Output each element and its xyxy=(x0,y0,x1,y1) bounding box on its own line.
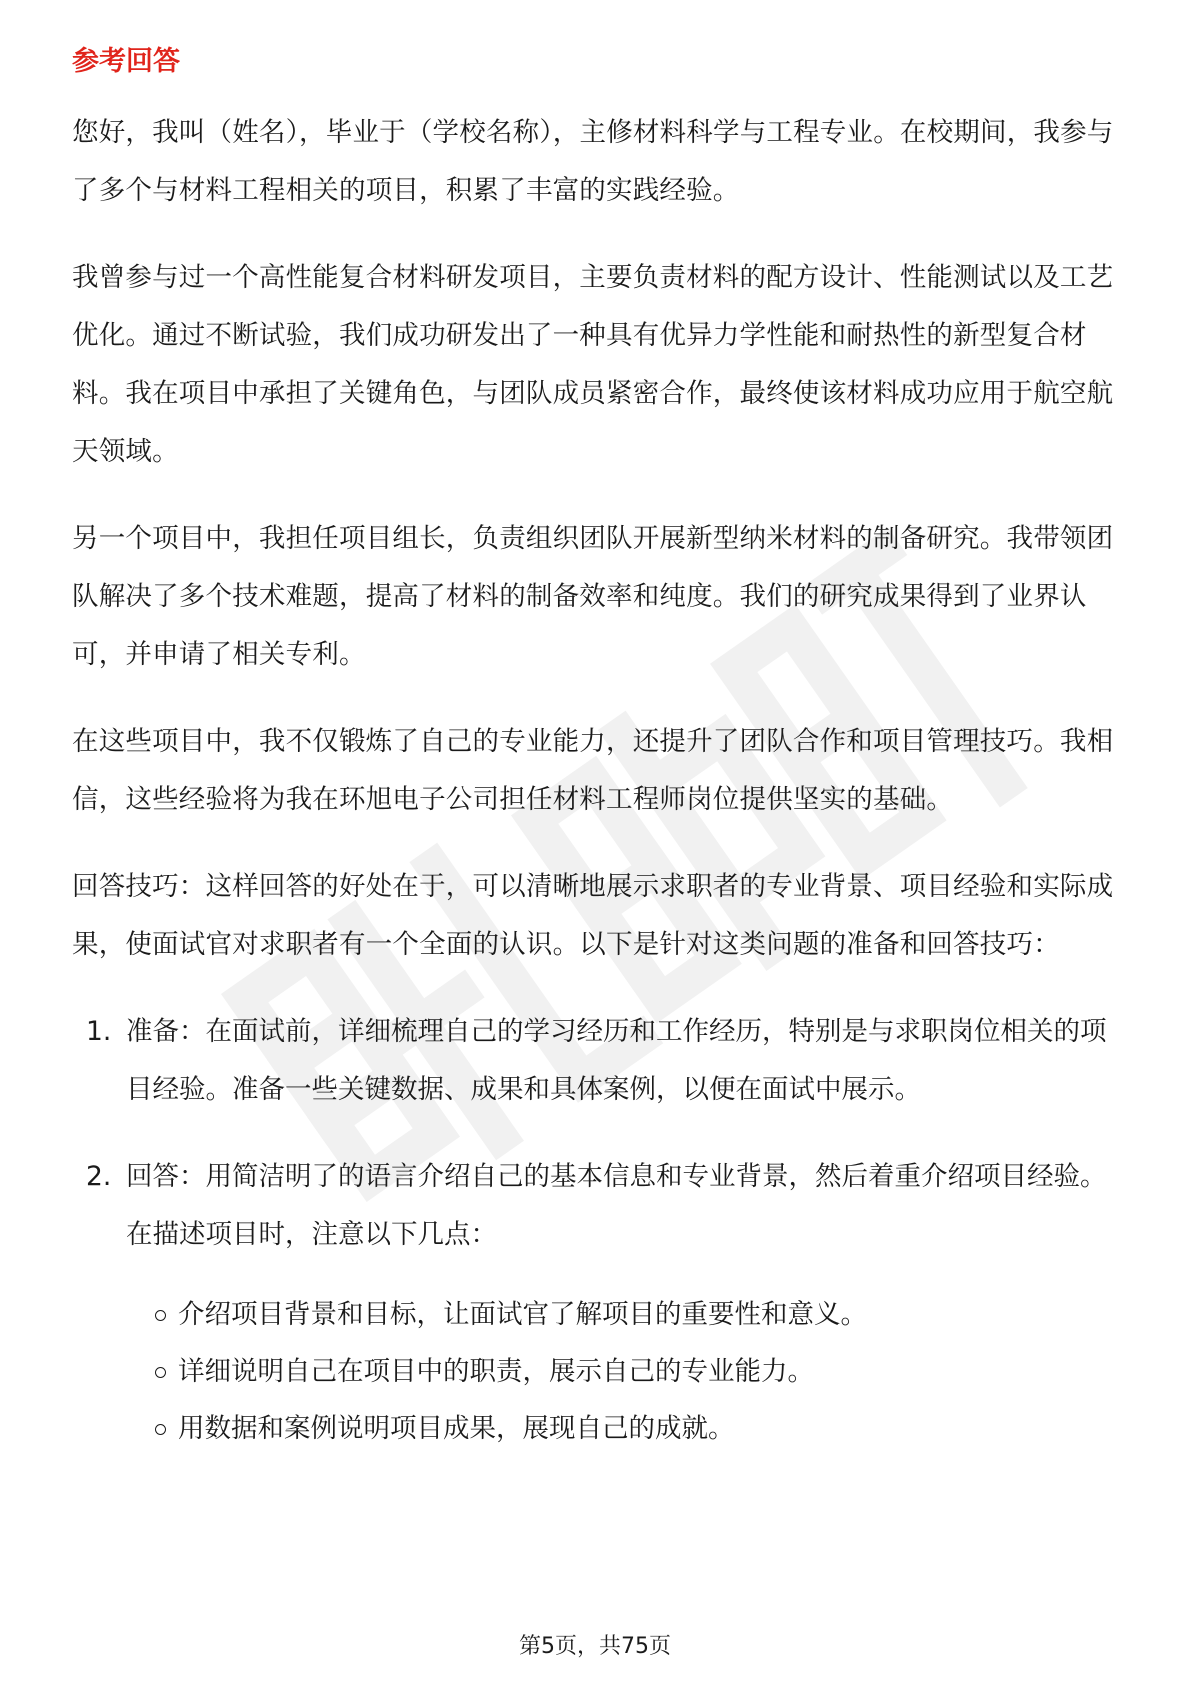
bullet-item xyxy=(72,1343,1132,1400)
item-text: 准备：在面试前，详细梳理自己的学习经历和工作经历，特别是与求职岗位相关的项目经验。准备一些关键数据、成果和具体案例，以便在面试中展示。 xyxy=(126,1016,1107,1105)
paragraph-project-2: 另一个项目中，我担任项目组长，负责组织团队开展新型纳米材料的制备研究。我带领团队解决了多个技术难题，提高了材料的制备效率和纯度。我们的研究成果得到了业界认可，并申请了相关专利。 xyxy=(72,523,1114,670)
bullet-text: 详细说明自己在项目中的职责，展示自己的专业能力。 xyxy=(178,1356,814,1387)
paragraph-answer-tips: 回答技巧：这样回答的好处在于，可以清晰地展示求职者的专业背景、项目经验和实际成果，使面试官对求职者有一个全面的认识。以下是针对这类问题的准备和回答技巧： xyxy=(72,871,1114,960)
hollow-bullet-icon xyxy=(155,1310,166,1321)
document-content xyxy=(72,44,1132,1457)
paragraph-intro: 您好，我叫（姓名），毕业于（学校名称），主修材料科学与工程专业。在校期间，我参与了多个与材料工程相关的项目，积累了丰富的实践经验。 xyxy=(72,117,1114,206)
page-number-footer: 第5页，共75页 xyxy=(519,1634,671,1659)
item-text: 回答：用简洁明了的语言介绍自己的基本信息和专业背景，然后着重介绍项目经验。在描述项目时，注意以下几点： xyxy=(126,1161,1107,1250)
bullet-item xyxy=(72,1400,1132,1457)
numbered-list xyxy=(72,1003,1132,1264)
bullet-list xyxy=(72,1286,1132,1457)
item-number: 2. xyxy=(86,1161,112,1192)
section-heading: 参考回答 xyxy=(72,46,180,77)
hollow-bullet-icon xyxy=(155,1367,166,1378)
paragraph-summary: 在这些项目中，我不仅锻炼了自己的专业能力，还提升了团队合作和项目管理技巧。我相信，这些经验将为我在环旭电子公司担任材料工程师岗位提供坚实的基础。 xyxy=(72,726,1114,815)
bullet-text: 用数据和案例说明项目成果，展现自己的成就。 xyxy=(178,1413,735,1444)
numbered-item-answer xyxy=(72,1148,1132,1264)
bullet-text: 介绍项目背景和目标，让面试官了解项目的重要性和意义。 xyxy=(178,1299,867,1330)
hollow-bullet-icon xyxy=(155,1424,166,1435)
paragraph-project-1: 我曾参与过一个高性能复合材料研发项目，主要负责材料的配方设计、性能测试以及工艺优化。通过不断试验，我们成功研发出了一种具有优异力学性能和耐热性的新型复合材料。我在项目中承担了关键角色，与团队成员紧密合作，最终使该材料成功应用于航空航天领域。 xyxy=(72,262,1114,467)
item-number: 1. xyxy=(86,1016,112,1047)
numbered-item-prepare xyxy=(72,1003,1132,1119)
bullet-item xyxy=(72,1286,1132,1343)
